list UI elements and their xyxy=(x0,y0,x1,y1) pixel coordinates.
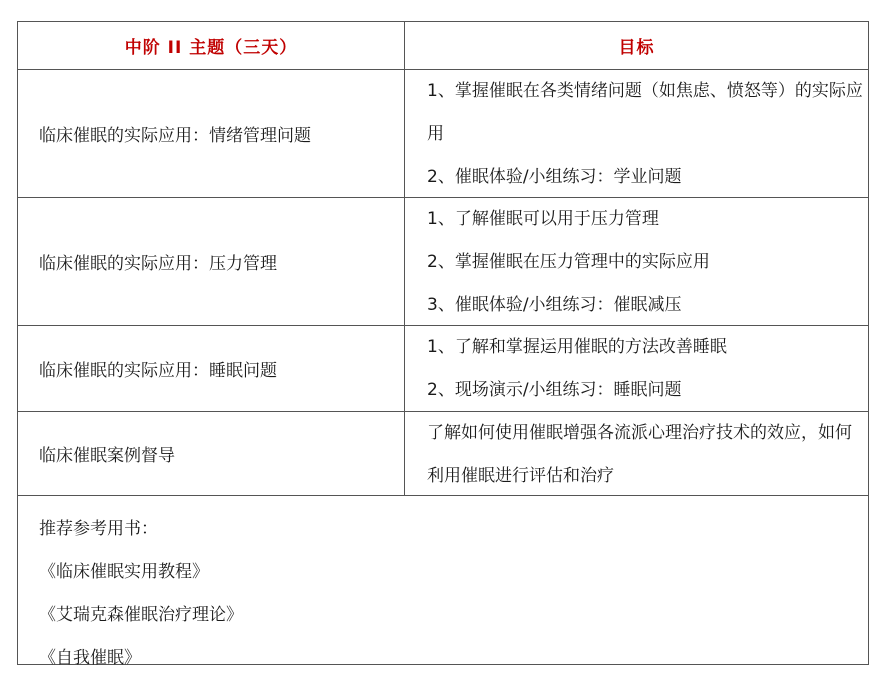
goal-item: 1、了解催眠可以用于压力管理 xyxy=(427,209,659,229)
table-header-row xyxy=(18,22,868,70)
book-item: 《艾瑞克森催眠治疗理论》 xyxy=(39,605,243,625)
goal-item: 了解如何使用催眠增强各流派心理治疗技术的效应，如何利用催眠进行评估和治疗 xyxy=(427,423,852,486)
goal-item: 3、催眠体验/小组练习：催眠减压 xyxy=(427,295,682,315)
goal-cell xyxy=(405,326,868,411)
goal-cell xyxy=(405,412,868,495)
topic-cell: 临床催眠的实际应用：压力管理 xyxy=(18,198,405,325)
goal-cell xyxy=(405,70,868,197)
table-row xyxy=(18,326,868,412)
goal-item: 1、掌握催眠在各类情绪问题（如焦虑、愤怒等）的实际应用 xyxy=(427,81,863,144)
course-table xyxy=(17,21,869,668)
references-title: 推荐参考用书： xyxy=(39,519,158,539)
topic-column-header: 中阶 II 主题（三天） xyxy=(18,22,405,69)
goal-column-header: 目标 xyxy=(618,38,655,58)
goal-item: 2、掌握催眠在压力管理中的实际应用 xyxy=(427,252,710,272)
goal-item: 1、了解和掌握运用催眠的方法改善睡眠 xyxy=(427,337,727,357)
references-section xyxy=(18,496,868,680)
goal-item: 2、现场演示/小组练习：睡眠问题 xyxy=(427,380,682,400)
goal-cell xyxy=(405,198,868,325)
references-row xyxy=(18,496,868,666)
book-item: 《临床催眠实用教程》 xyxy=(39,562,209,582)
table-row xyxy=(18,412,868,496)
book-item: 《自我催眠》 xyxy=(39,648,141,668)
goal-item: 2、催眠体验/小组练习：学业问题 xyxy=(427,167,682,187)
table-row xyxy=(18,198,868,326)
topic-cell: 临床催眠的实际应用：情绪管理问题 xyxy=(18,70,405,197)
topic-cell: 临床催眠的实际应用：睡眠问题 xyxy=(18,326,405,411)
table-row xyxy=(18,70,868,198)
topic-cell: 临床催眠案例督导 xyxy=(18,412,405,495)
